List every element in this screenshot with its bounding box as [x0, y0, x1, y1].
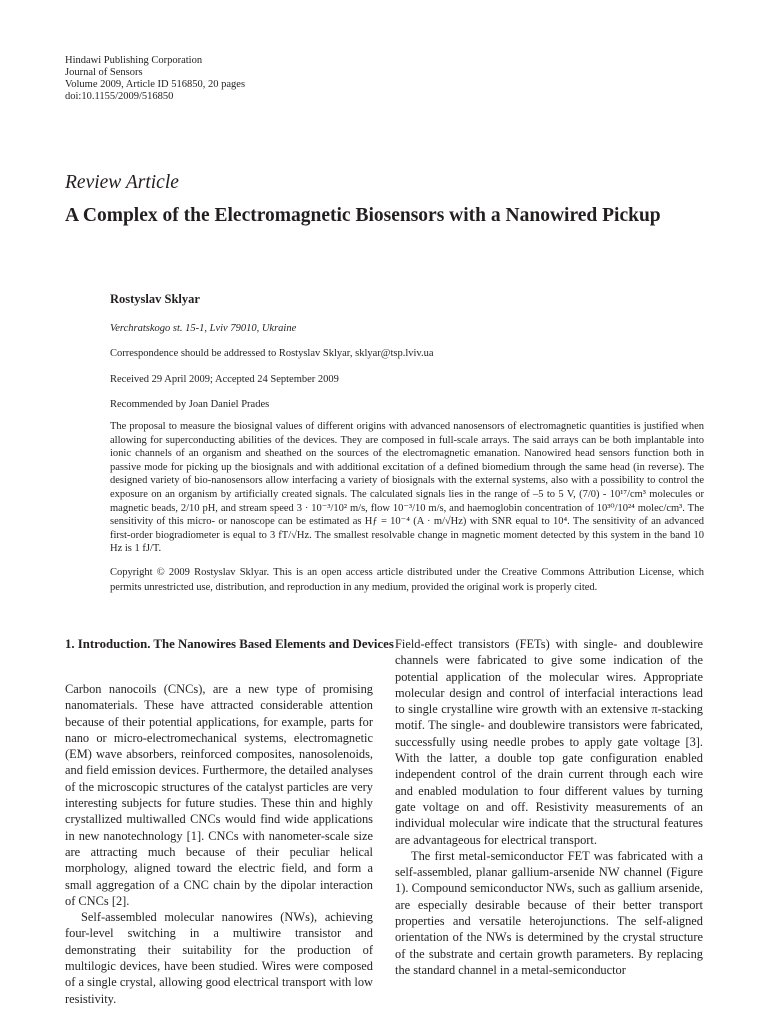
paragraph: Field-effect transistors (FETs) with single- and doublewire channels were fabricated to give some indication of the potential application of the molecular wires. Appropriate molecular design and control of interfacial interactions lead to single crystalline wire growth with an extensive π-stacking motif. The single- and doublewire transistors were fabricated, successfully using needle probes to apply gate voltage [3]. With the latter, a double top gate configuration enabled independent control of the drain current through each wire and enabled modulation to four different values by turning gate voltage on and off. Resistivity measurements of an individual molecular wire indicate that the structural features are advantageous for electrical transport.	[395, 637, 703, 847]
left-column	[65, 681, 373, 1007]
dates: Received 29 April 2009; Accepted 24 September 2009	[110, 374, 339, 385]
abstract: The proposal to measure the biosignal values of different origins with advanced nanosensors of electromagnetic quantities is justified when allowing for superconducting abilities of the devices. They are composed in full-scale arrays. The said arrays can be both implantable into ionic channels of an organism and sheathed on the sources of the electromagnetic emanation. Nanowired head sensors function both in passive mode for picking up the biosignals and with additional excitation of a defined biomedium through the same head (in reverse). The designed variety of bio-nanosensors allow interfacing a variety of biosignals with the external systems, also with a possibility to control the exposure on an organism by artificially created signals. The calculated signals lies in the range of –5 to 5 V, (7/0) - 10¹⁷/cm³ molecules or magnetic beads, 2/10 pH, and stream speed 3 · 10⁻³/10² m/s, flow 10⁻³/10 m/s, and haemoglobin concentration of 10³⁰/10²⁴ molec/cm³. The sensitivity of this micro- or nanoscope can be estimated as Hƒ = 10⁻⁴ (A · m/√Hz) with SNR equal to 10⁴. The sensitivity of an advanced first-order biogradiometer is equal to 3 fT/√Hz. The smallest resolvable change in magnetic moment detected by this system in the band 10 Hz is 1 fJ/T.	[110, 421, 704, 555]
journal-name: Journal of Sensors	[65, 67, 143, 78]
paragraph: Carbon nanocoils (CNCs), are a new type of promising nanomaterials. These have attracted considerable attention because of their potential applications, for example, parts for nano or micro-electromechanical systems, electromagnetic (EM) wave absorbers, reinforced composites, nanosolenoids, and field emission devices. Furthermore, the detailed analyses of the microscopic structures of the catalyst particles are very interesting subjects for future studies. These thin and highly crystallized multiwalled CNCs would find wide applications in new nanotechnology [1]. CNCs with nanometer-scale size are attracting much because of their peculiar helical morphology, aligned toward the electric field, and form a small aggregation of a CNC chain by the dipolar interaction of CNCs [2].	[65, 682, 373, 908]
paragraph: Self-assembled molecular nanowires (NWs), achieving four-level switching in a multiwire transistor and demonstrating their suitability for the production of multilogic devices, have been studied. Wires were composed of a single crystal, allowing good electrical transport with low resistivity.	[65, 910, 373, 1006]
email-link[interactable]: sklyar@tsp.lviv.ua	[355, 348, 434, 359]
paragraph: The first metal-semiconductor FET was fabricated with a self-assembled, planar gallium-arsenide NW channel (Figure 1). Compound semiconductor NWs, such as gallium arsenide, are especially desirable because of their better transport properties and versatile heterojunctions. The self-aligned orientation of the NWs is determined by the crystal structure of the substrate and certain growth parameters. By replacing the standard channel in a metal-semiconductor	[395, 848, 703, 977]
author-name: Rostyslav Sklyar	[110, 292, 200, 306]
journal-header	[65, 55, 245, 103]
correspondence	[110, 348, 434, 359]
correspondence-text: Correspondence should be addressed to Rostyslav Sklyar,	[110, 348, 356, 359]
volume-info: Volume 2009, Article ID 516850, 20 pages	[65, 79, 246, 90]
page-title: A Complex of the Electromagnetic Biosensors with a Nanowired Pickup	[65, 205, 661, 226]
copyright: Copyright © 2009 Rostyslav Sklyar. This is an open access article distributed under the Creative Commons Attribution License, which permits unrestricted use, distribution, and reproduction in any medium, provided the original work is properly cited.	[110, 567, 704, 593]
affiliation: Verchratskogo st. 15-1, Lviv 79010, Ukraine	[110, 323, 297, 334]
publisher: Hindawi Publishing Corporation	[65, 55, 203, 66]
article-type: Review Article	[65, 172, 179, 193]
section-heading: 1. Introduction. The Nanowires Based Elements and Devices	[65, 637, 394, 651]
doi[interactable]: doi:10.1155/2009/516850	[65, 91, 174, 102]
right-column	[395, 636, 703, 978]
recommended-by: Recommended by Joan Daniel Prades	[110, 399, 270, 410]
